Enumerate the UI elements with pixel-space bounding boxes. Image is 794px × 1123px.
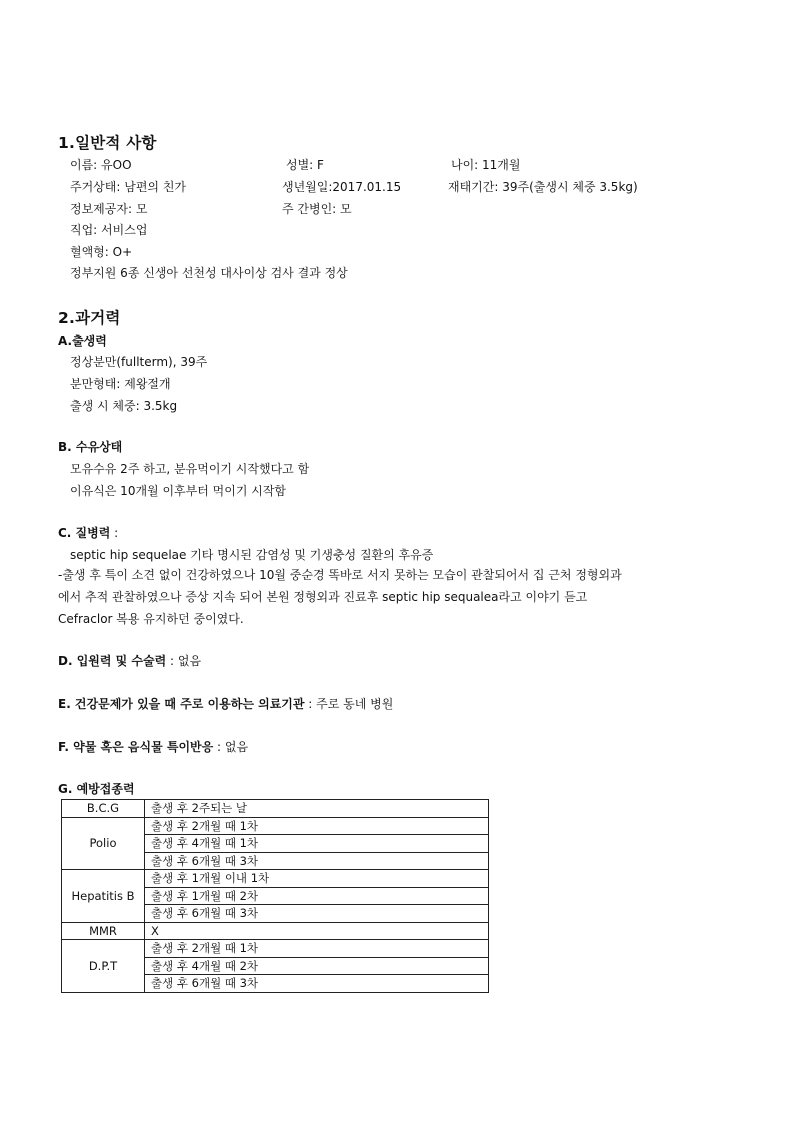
vaccine-dose: 출생 후 1개월 이내 1차 — [145, 870, 489, 888]
illness-diagnosis: septic hip sequelae 기타 명시된 감염성 및 기생충성 질환의 후유증 — [70, 548, 434, 562]
table-row — [62, 800, 489, 818]
table-row — [62, 922, 489, 940]
admission-history — [58, 652, 201, 669]
vaccine-name: B.C.G — [62, 800, 145, 818]
medical-institution-title: E. 건강문제가 있을 때 주로 이용하는 의료기관 — [58, 697, 305, 711]
vaccine-dose: 출생 후 6개월 때 3차 — [145, 975, 489, 993]
illness-narrative-line: -출생 후 특이 소견 없이 건강하였으나 10월 중순경 똑바로 서지 못하는 모습이 관찰되어서 집 근처 정형외과 — [58, 568, 622, 582]
illness-history-heading — [58, 524, 118, 541]
birth-history-line: 출생 시 체중: 3.5kg — [70, 399, 178, 413]
gestation: 재태기간: 39주(출생시 체중 3.5kg) — [448, 180, 638, 194]
vaccine-dose: 출생 후 6개월 때 3차 — [145, 905, 489, 923]
illness-narrative-line: Cefraclor 복용 유지하던 중이였다. — [58, 612, 244, 626]
table-row — [62, 870, 489, 888]
vaccine-dose: 출생 후 2개월 때 1차 — [145, 817, 489, 835]
admission-history-value: : 없음 — [166, 654, 202, 668]
residence: 주거상태: 남편의 친가 — [70, 180, 187, 194]
vaccine-name: MMR — [62, 922, 145, 940]
feeding-line: 이유식은 10개월 이후부터 먹이기 시작함 — [70, 484, 287, 498]
vaccine-dose: 출생 후 1개월 때 2차 — [145, 887, 489, 905]
informant: 정보제공자: 모 — [70, 202, 148, 216]
section-2-title: 2.과거력 — [58, 309, 121, 327]
caregiver: 주 간병인: 모 — [282, 202, 352, 216]
patient-name: 이름: 유OO — [70, 158, 132, 172]
birth-history-line: 정상분만(fullterm), 39주 — [70, 355, 208, 369]
allergy-reaction-value: : 없음 — [213, 740, 249, 754]
allergy-reaction — [58, 738, 248, 755]
patient-sex: 성별: F — [286, 158, 324, 172]
birthdate: 생년월일:2017.01.15 — [282, 180, 402, 194]
vaccine-dose: 출생 후 2주되는 날 — [145, 800, 489, 818]
vaccine-dose: 출생 후 2개월 때 1차 — [145, 940, 489, 958]
vaccine-dose: 출생 후 4개월 때 1차 — [145, 835, 489, 853]
illness-narrative — [58, 564, 736, 630]
occupation: 직업: 서비스업 — [70, 223, 148, 237]
vaccine-name: D.P.T — [62, 940, 145, 993]
blood-type: 혈액형: O+ — [70, 245, 133, 259]
birth-history-line: 분만형태: 제왕절개 — [70, 377, 171, 391]
table-row — [62, 817, 489, 835]
vaccine-name: Hepatitis B — [62, 870, 145, 923]
vaccine-dose: 출생 후 4개월 때 2차 — [145, 957, 489, 975]
screening-result: 정부지원 6종 신생아 선천성 대사이상 검사 결과 정상 — [70, 266, 348, 280]
illness-history-colon: : — [110, 526, 119, 540]
section-1-title: 1.일반적 사항 — [58, 134, 157, 152]
vaccination-table — [61, 799, 489, 993]
vaccine-dose: 출생 후 6개월 때 3차 — [145, 852, 489, 870]
illness-narrative-line: 에서 추적 관찰하였으나 증상 지속 되어 본원 정형외과 진료후 septic hip sequalea라고 이야기 듣고 — [58, 590, 588, 604]
feeding-title: B. 수유상태 — [58, 440, 123, 454]
vaccine-dose: X — [145, 922, 489, 940]
feeding-line: 모유수유 2주 하고, 분유먹이기 시작했다고 함 — [70, 462, 310, 476]
medical-institution — [58, 695, 393, 712]
vaccine-name: Polio — [62, 817, 145, 870]
vaccination-title: G. 예방접종력 — [58, 782, 135, 796]
allergy-reaction-title: F. 약물 혹은 음식물 특이반응 — [58, 740, 214, 754]
birth-history-title: A.출생력 — [58, 334, 107, 348]
admission-history-title: D. 입원력 및 수술력 — [58, 654, 167, 668]
patient-age: 나이: 11개월 — [451, 158, 521, 172]
illness-history-title: C. 질병력 — [58, 526, 111, 540]
table-row — [62, 940, 489, 958]
medical-institution-value: : 주로 동네 병원 — [304, 697, 394, 711]
